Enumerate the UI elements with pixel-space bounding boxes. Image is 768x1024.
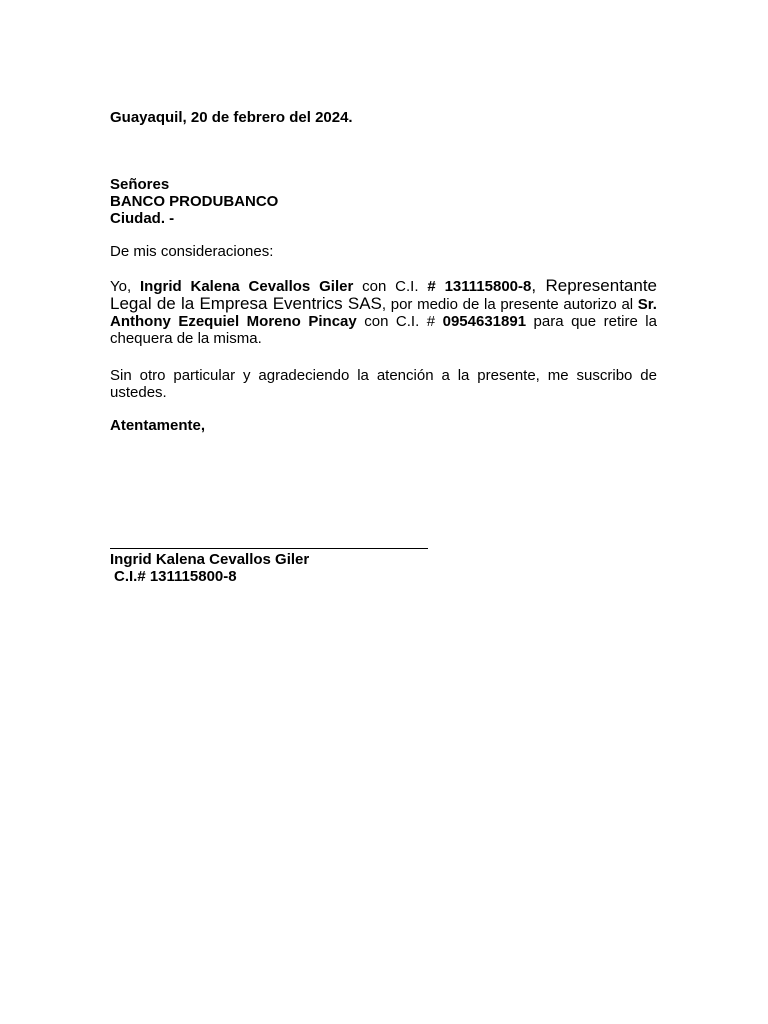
date-line: Guayaquil, 20 de febrero del 2024. — [110, 109, 353, 126]
grantor-name: Ingrid Kalena Cevallos Giler — [140, 278, 354, 295]
greeting: De mis consideraciones: — [110, 243, 274, 260]
body-paragraph-1 — [110, 277, 657, 347]
body-paragraph-2: Sin otro particular y agradeciendo la atención a la presente, me suscribo de ustedes. — [110, 367, 657, 401]
body-text: , por medio de la presente autorizo al — [381, 296, 638, 313]
grantor-ci: 131115800-8 — [444, 278, 532, 295]
recipient-bank: BANCO PRODUBANCO — [110, 193, 279, 210]
signature-name: Ingrid Kalena Cevallos Giler — [110, 551, 310, 568]
body-text: , — [531, 276, 546, 295]
closing: Atentamente, — [110, 417, 206, 434]
recipient-city: Ciudad. - — [110, 210, 175, 227]
body-text: para que retire la chequera de la misma. — [110, 313, 657, 347]
authorized-ci: 0954631891 — [442, 313, 527, 330]
body-text: con C.I. — [353, 278, 428, 295]
body-text: # — [427, 278, 445, 295]
body-text: Yo, — [110, 278, 140, 295]
signature-line — [110, 548, 428, 549]
recipient-salutation: Señores — [110, 176, 170, 193]
grantor-role: Representante Legal de la Empresa Eventrics SAS — [110, 276, 658, 313]
signature-ci: C.I.# 131115800-8 — [114, 568, 237, 585]
authorized-name: Sr. Anthony Ezequiel Moreno Pincay — [110, 296, 657, 330]
body-text: con C.I. # — [356, 313, 443, 330]
